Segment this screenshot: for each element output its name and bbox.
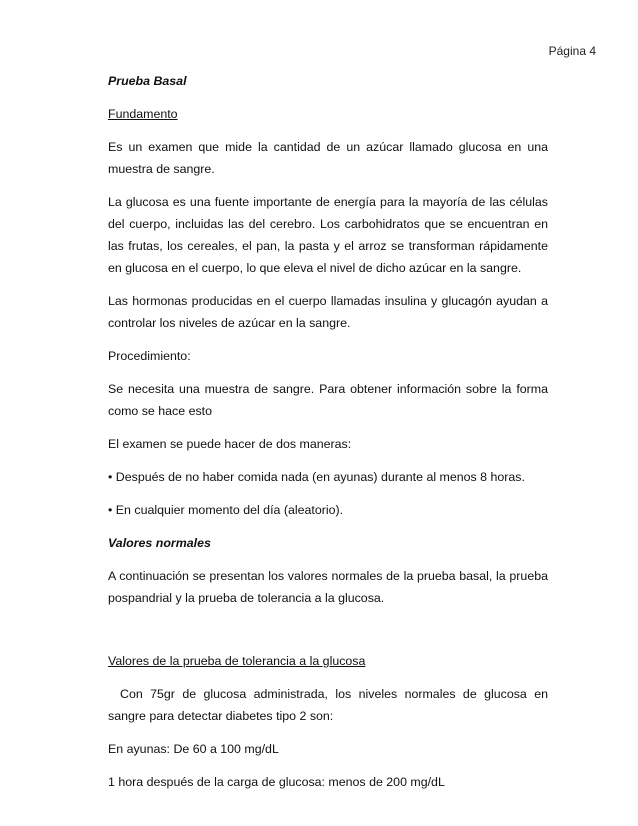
spacer bbox=[108, 620, 548, 650]
value-one-hour: 1 hora después de la carga de glucosa: menos de 200 mg/dL bbox=[108, 775, 445, 789]
value-fasting: En ayunas: De 60 a 100 mg/dL bbox=[108, 742, 279, 756]
document-title: Prueba Basal bbox=[108, 74, 187, 88]
document-body bbox=[108, 70, 548, 804]
paragraph-glucose-source: La glucosa es una fuente importante de energía para la mayoría de las células del cuerpo, incluidas las del cerebro. Los carbohidratos que se encuentran en las frutas, los cereales, el pan, la pasta y el arroz se transforman rápidamente en glucosa en el cuerpo, lo que eleva el nivel de dicho azúcar en la sangre. bbox=[108, 195, 548, 275]
page-number: Página 4 bbox=[548, 44, 596, 58]
paragraph-normal-values: A continuación se presentan los valores normales de la prueba basal, la prueba pospandrial y la prueba de tolerancia a la glucosa. bbox=[108, 569, 548, 605]
tolerancia-heading: Valores de la prueba de tolerancia a la glucosa bbox=[108, 654, 366, 668]
paragraph-75gr: Con 75gr de glucosa administrada, los niveles normales de glucosa en sangre para detectar diabetes tipo 2 son: bbox=[108, 687, 548, 723]
paragraph-definition: Es un examen que mide la cantidad de un azúcar llamado glucosa en una muestra de sangre. bbox=[108, 140, 548, 176]
paragraph-blood-sample: Se necesita una muestra de sangre. Para obtener información sobre la forma como se hace esto bbox=[108, 382, 548, 418]
paragraph-hormones: Las hormonas producidas en el cuerpo llamadas insulina y glucagón ayudan a controlar los niveles de azúcar en la sangre. bbox=[108, 294, 548, 330]
bullet-random: • En cualquier momento del día (aleatorio). bbox=[108, 503, 344, 517]
fundamento-heading: Fundamento bbox=[108, 107, 178, 121]
paragraph-two-ways: El examen se puede hacer de dos maneras: bbox=[108, 437, 352, 451]
valores-heading: Valores normales bbox=[108, 536, 211, 550]
procedimiento-heading: Procedimiento: bbox=[108, 349, 191, 363]
bullet-fasting: • Después de no haber comida nada (en ayunas) durante al menos 8 horas. bbox=[108, 470, 525, 484]
